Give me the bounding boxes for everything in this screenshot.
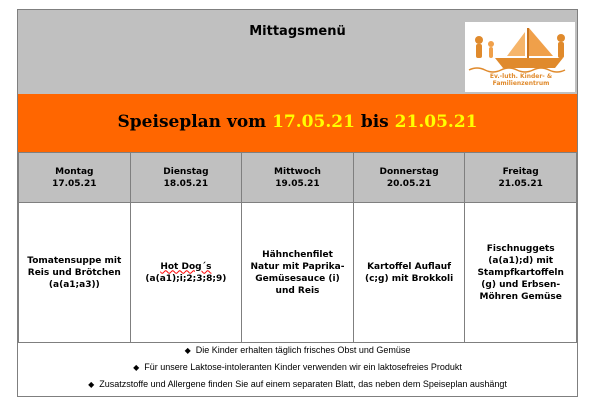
day-name: Montag xyxy=(55,166,94,177)
day-header-row xyxy=(19,153,577,203)
week-banner xyxy=(18,94,577,152)
notes-section xyxy=(18,342,577,396)
day-header-thursday xyxy=(353,153,465,203)
dish-wednesday xyxy=(242,203,354,343)
banner-headline xyxy=(18,112,577,132)
day-name: Mittwoch xyxy=(274,166,321,177)
dish-row xyxy=(19,203,577,343)
day-name: Freitag xyxy=(502,166,539,177)
day-date: 19.05.21 xyxy=(275,178,320,189)
note-item xyxy=(18,376,577,393)
dish-monday xyxy=(19,203,131,343)
day-header-monday xyxy=(19,153,131,203)
diamond-bullet-icon: ◆ xyxy=(88,380,95,389)
note-text: Für unsere Laktose-intoleranten Kinder verwenden wir ein laktosefreies Produkt xyxy=(144,362,462,372)
family-center-logo xyxy=(465,22,575,92)
dish-text: Hähnchenfilet Natur mit Paprika-Gemüsesauce (i) und Reis xyxy=(250,249,345,296)
banner-connector: bis xyxy=(360,112,389,132)
dish-lead-text: Hot Dog´s xyxy=(160,261,212,272)
dish-thursday xyxy=(353,203,465,343)
logo-caption: Ev.-luth. Kinder- & Familienzentrum xyxy=(489,73,553,87)
note-item xyxy=(18,342,577,359)
note-text: Zusatzstoffe und Allergene finden Sie auf einem separaten Blatt, das neben dem Speiseplan aushängt xyxy=(99,379,507,389)
dish-text: Tomatensuppe mit Reis und Brötchen (a(a1;a3)) xyxy=(27,255,122,290)
page-title: Mittagsmenü xyxy=(249,24,346,39)
note-item xyxy=(18,359,577,376)
dish-text: Fischnuggets (a(a1);d) mit Stampfkartoffeln (g) und Erbsen-Möhren Gemüse xyxy=(477,243,564,302)
diamond-bullet-icon: ◆ xyxy=(133,363,140,372)
day-header-wednesday xyxy=(242,153,354,203)
day-header-tuesday xyxy=(130,153,242,203)
banner-date-to: 21.05.21 xyxy=(394,112,478,132)
title-band xyxy=(18,10,577,94)
dish-text: (a(a1);i;2;3;8;9) xyxy=(145,273,227,284)
note-text: Die Kinder erhalten täglich frisches Obst und Gemüse xyxy=(195,345,411,355)
day-date: 17.05.21 xyxy=(52,178,97,189)
day-name: Donnerstag xyxy=(379,166,439,177)
day-date: 18.05.21 xyxy=(163,178,209,189)
day-date: 21.05.21 xyxy=(498,178,543,189)
dish-text: Kartoffel Auflauf (c;g) mit Brokkoli xyxy=(364,261,454,284)
dish-friday xyxy=(465,203,577,343)
day-date: 20.05.21 xyxy=(386,178,432,189)
banner-date-from: 17.05.21 xyxy=(272,112,355,132)
banner-prefix: Speiseplan vom xyxy=(117,112,267,132)
day-header-friday xyxy=(465,153,577,203)
dish-tuesday xyxy=(130,203,242,343)
diamond-bullet-icon: ◆ xyxy=(184,346,191,355)
menu-sheet xyxy=(17,9,578,397)
family-boat-logo-icon xyxy=(465,22,575,74)
day-name: Dienstag xyxy=(163,166,209,177)
weekly-menu-table xyxy=(18,152,577,343)
